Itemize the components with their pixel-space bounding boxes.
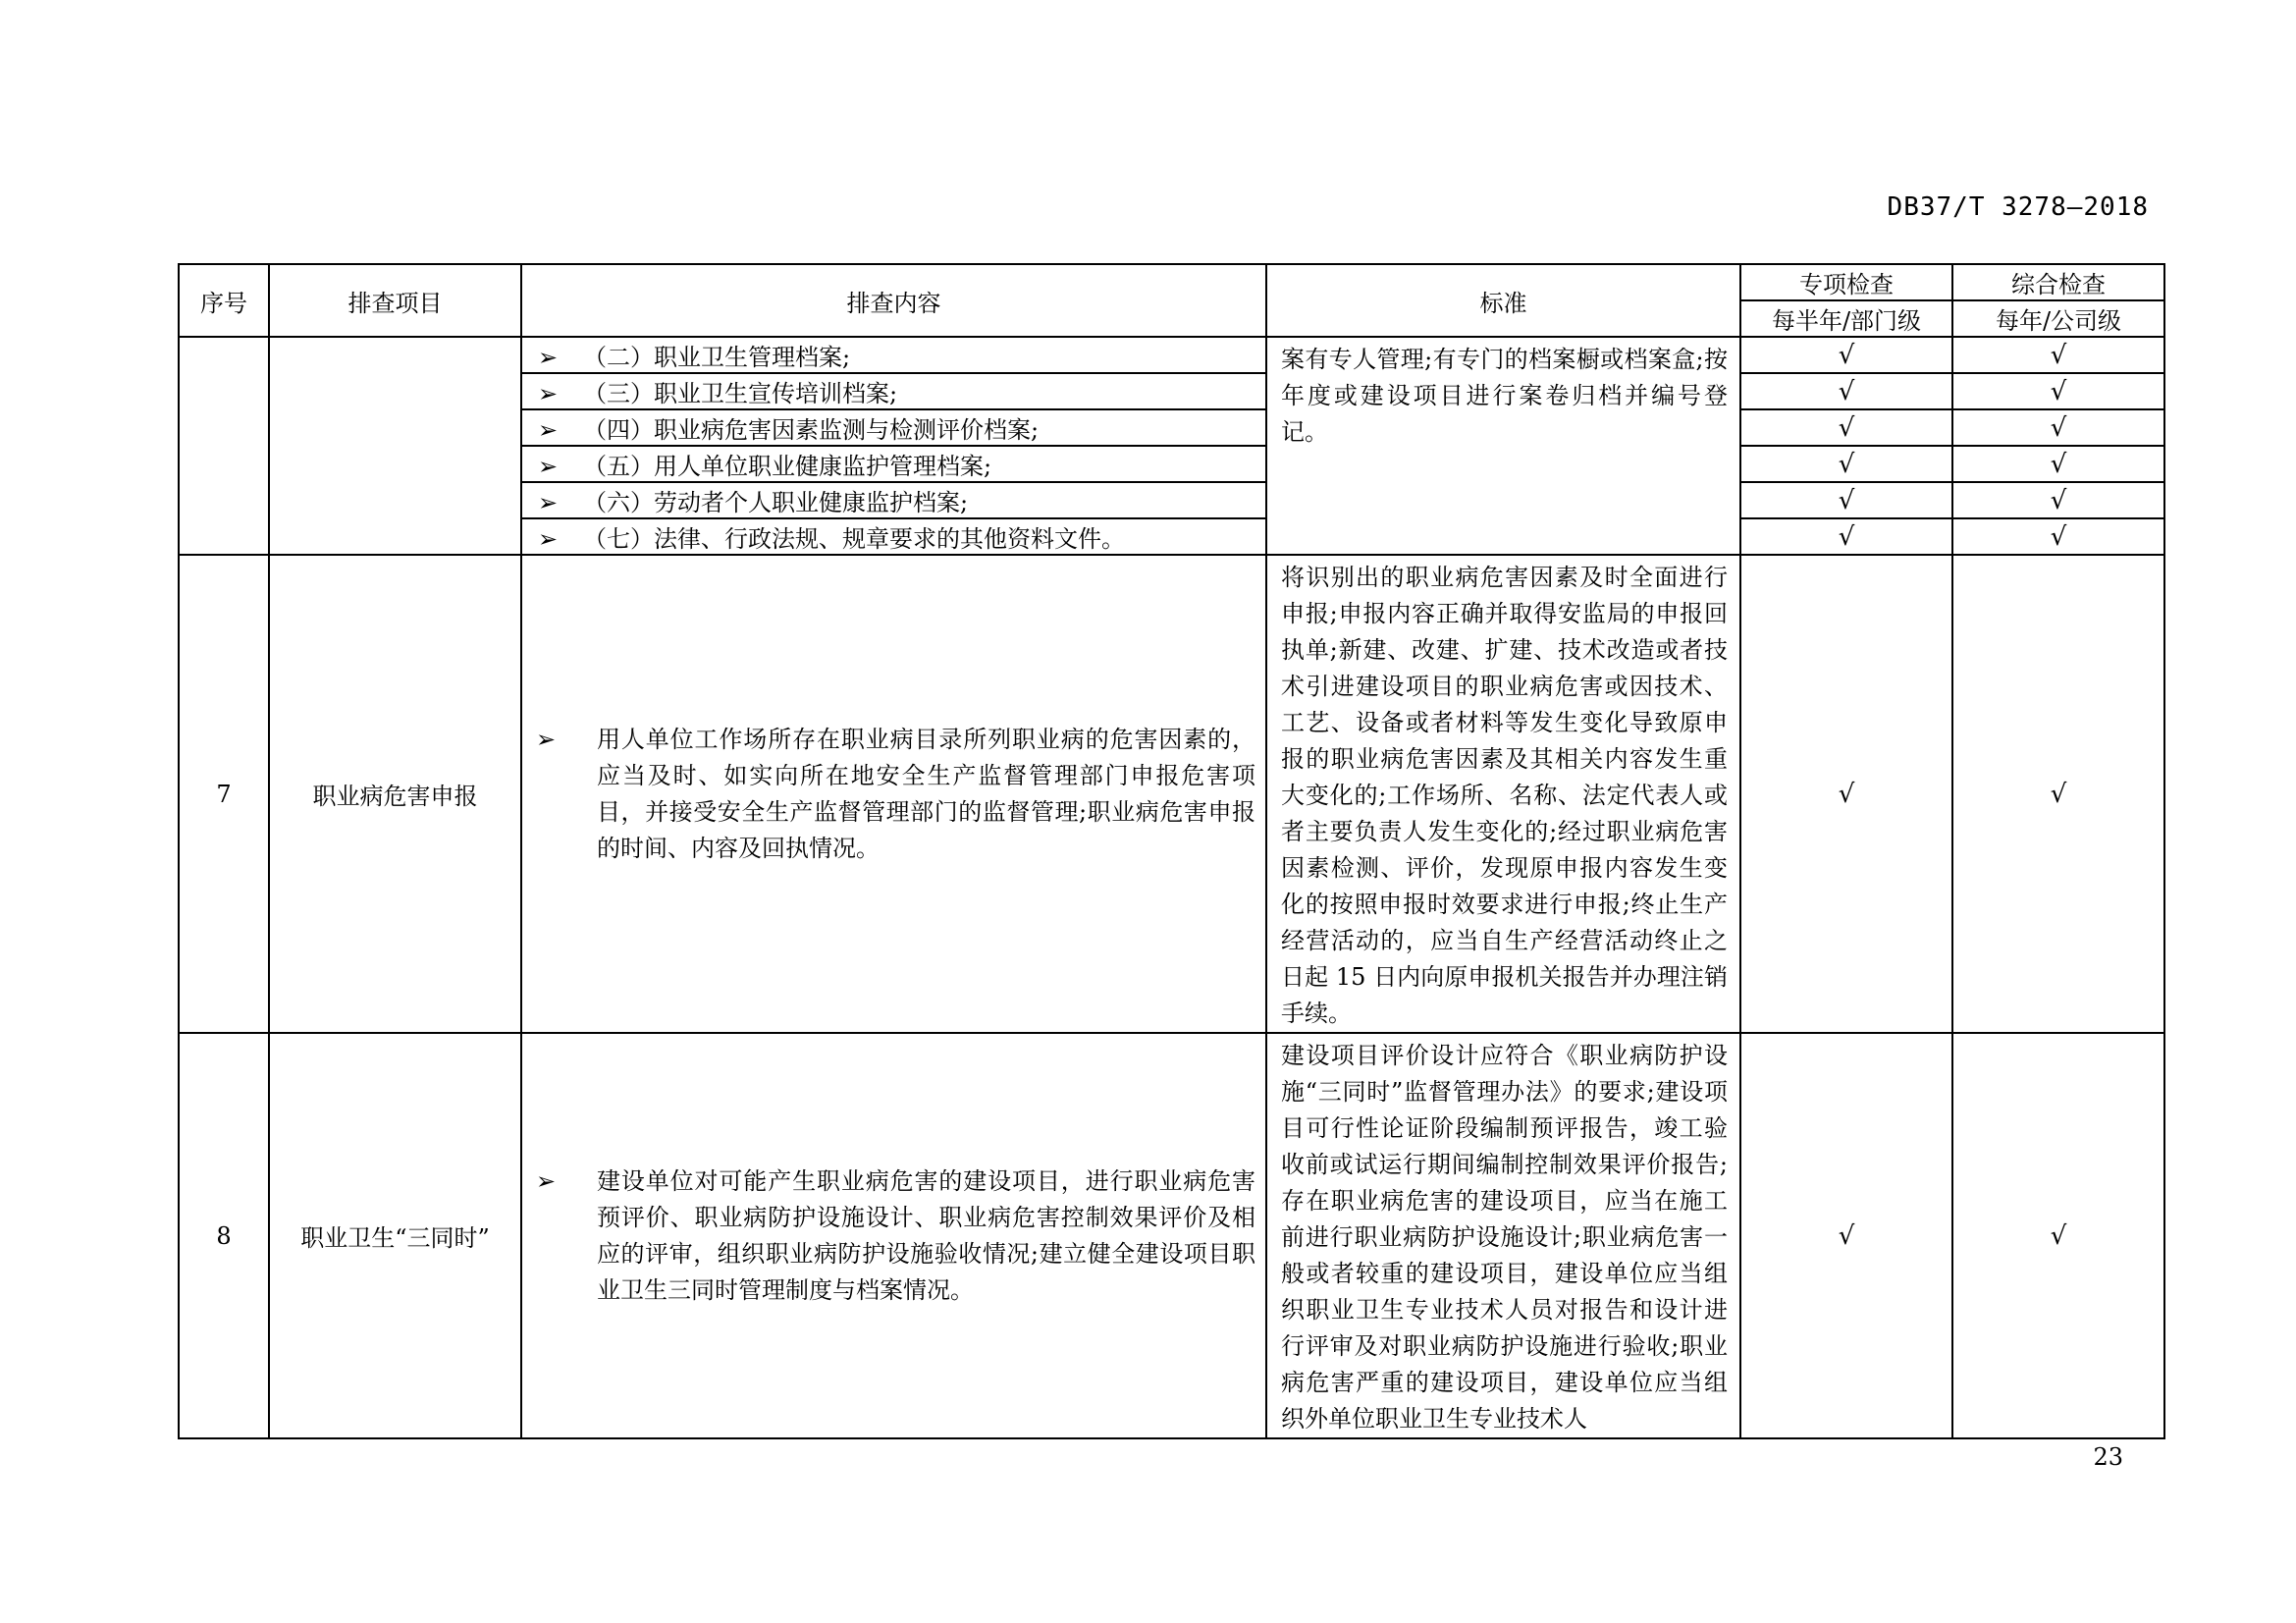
header-special-check: 专项检查 — [1740, 264, 1952, 300]
cont-item-cell — [269, 337, 521, 555]
arrow-bullet-icon: ➢ — [537, 453, 559, 480]
check-mark: √ — [1740, 373, 1952, 409]
row-8-no: 8 — [179, 1033, 269, 1438]
inspection-table — [178, 263, 2165, 1439]
row-8-standard: 建设项目评价设计应符合《职业病防护设施“三同时”监督管理办法》的要求;建设项目可行性论证阶段编制预评报告，竣工验收前或试运行期间编制控制效果评价报告;存在职业病危害的建设项目，应当在施工前进行职业病防护设施设计;职业病危害一般或者较重的建设项目，建设单位应当组织职业卫生专业技术人员对报告和设计进行评审及对职业病防护设施进行验收;职业病危害严重的建设项目，建设单位应当组织外单位职业卫生专业技术人 — [1266, 1033, 1740, 1438]
list-item: ➢ （五）用人单位职业健康监护管理档案; — [521, 446, 1266, 482]
cont-standard: 案有专人管理;有专门的档案橱或档案盒;按年度或建设项目进行案卷归档并编号登记。 — [1266, 337, 1740, 555]
arrow-bullet-icon: ➢ — [537, 416, 559, 444]
row-8-item: 职业卫生“三同时” — [269, 1033, 521, 1438]
check-mark: √ — [1740, 337, 1952, 373]
header-special-frequency: 每半年/部门级 — [1740, 300, 1952, 337]
check-mark: √ — [1952, 1033, 2164, 1438]
arrow-bullet-icon: ➢ — [537, 489, 559, 516]
check-mark: √ — [1740, 1033, 1952, 1438]
check-mark: √ — [1740, 518, 1952, 555]
check-mark: √ — [1952, 409, 2164, 446]
check-mark: √ — [1952, 373, 2164, 409]
list-item: ➢ （三）职业卫生宣传培训档案; — [521, 373, 1266, 409]
row-7-item: 职业病危害申报 — [269, 555, 521, 1033]
check-mark: √ — [1740, 409, 1952, 446]
arrow-bullet-icon: ➢ — [537, 380, 559, 407]
arrow-bullet-icon: ➢ — [536, 725, 557, 753]
check-mark: √ — [1740, 482, 1952, 518]
check-mark: √ — [1952, 337, 2164, 373]
document-code: DB37/T 3278—2018 — [1887, 192, 2149, 222]
row-7-no: 7 — [179, 555, 269, 1033]
row-7-standard: 将识别出的职业病危害因素及时全面进行申报;申报内容正确并取得安监局的申报回执单;新建、改建、扩建、技术改造或者技术引进建设项目的职业病危害或因技术、工艺、设备或者材料等发生变化导致原申报的职业病危害因素及其相关内容发生重大变化的;工作场所、名称、法定代表人或者主要负责人发生变化的;经过职业病危害因素检测、评价，发现原申报内容发生变化的按照申报时效要求进行申报;终止生产经营活动的，应当自生产经营活动终止之日起 15 日内向原申报机关报告并办理注销手续。 — [1266, 555, 1740, 1033]
check-mark: √ — [1740, 446, 1952, 482]
header-comprehensive-check: 综合检查 — [1952, 264, 2164, 300]
check-mark: √ — [1952, 446, 2164, 482]
check-mark: √ — [1952, 482, 2164, 518]
row-8-content: ➢ 建设单位对可能产生职业病危害的建设项目，进行职业病危害预评价、职业病防护设施设计、职业病危害控制效果评价及相应的评审，组织职业病防护设施验收情况;建立健全建设项目职业卫生三同时管理制度与档案情况。 — [521, 1033, 1266, 1438]
header-standard: 标准 — [1266, 264, 1740, 337]
check-mark: √ — [1952, 518, 2164, 555]
header-comprehensive-frequency: 每年/公司级 — [1952, 300, 2164, 337]
list-item: ➢ （六）劳动者个人职业健康监护档案; — [521, 482, 1266, 518]
cont-no-cell — [179, 337, 269, 555]
list-item: ➢ （二）职业卫生管理档案; — [521, 337, 1266, 373]
header-item: 排查项目 — [269, 264, 521, 337]
arrow-bullet-icon: ➢ — [536, 1166, 557, 1195]
page-number: 23 — [2093, 1443, 2123, 1471]
arrow-bullet-icon: ➢ — [537, 525, 559, 553]
arrow-bullet-icon: ➢ — [537, 344, 559, 371]
list-item: ➢ （四）职业病危害因素监测与检测评价档案; — [521, 409, 1266, 446]
list-item: ➢ （七）法律、行政法规、规章要求的其他资料文件。 — [521, 518, 1266, 555]
row-7-content: ➢ 用人单位工作场所存在职业病目录所列职业病的危害因素的，应当及时、如实向所在地安全生产监督管理部门申报危害项目，并接受安全生产监督管理部门的监督管理;职业病危害申报的时间、内容及回执情况。 — [521, 555, 1266, 1033]
check-mark: √ — [1952, 555, 2164, 1033]
check-mark: √ — [1740, 555, 1952, 1033]
header-content: 排查内容 — [521, 264, 1266, 337]
header-no: 序号 — [179, 264, 269, 337]
